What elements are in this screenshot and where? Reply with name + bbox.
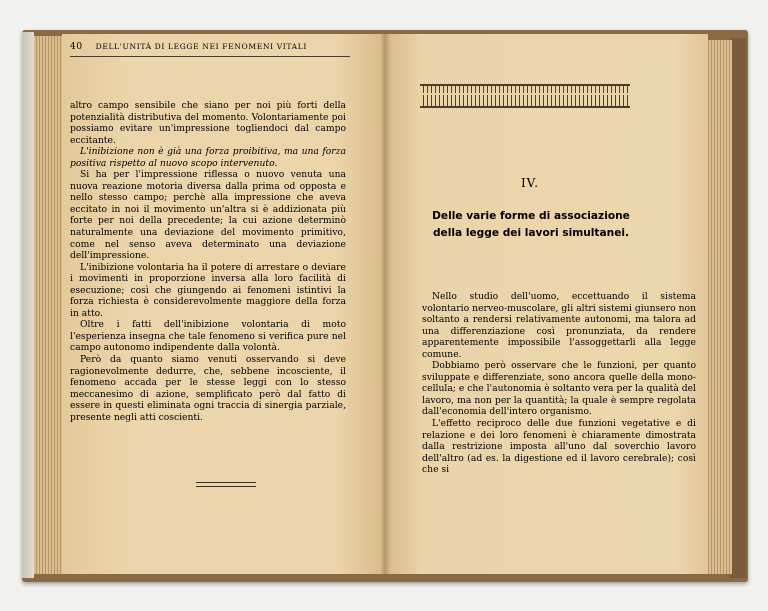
paragraph: Oltre i fatti dell'inibizione volontaria di moto l'esperienza insegna che tale fenomeno si verifica pure nel campo autonomo indipendente dalla volontà.	[70, 319, 346, 354]
end-of-chapter-ornament	[196, 482, 256, 487]
left-page-body	[70, 100, 346, 423]
paragraph: L'inibizione volontaria ha il potere di arrestare o deviare i movimenti in proporzione inversa alla loro facilità di esecuzione; così che giungendo ai fenomeni istintivi la forza richiesta è considerevolmente maggiore della forza in atto.	[70, 261, 346, 319]
italic-paragraph: L'inibizione non è già una forza proibitiva, ma una forza positiva rispetto al nuovo scopo intervenuto.	[70, 146, 346, 169]
page-edges-right	[706, 40, 732, 574]
paragraph: Dobbiamo però osservare che le funzioni, per quanto sviluppate e differenziate, sono ancora quelle della mono-cellula; e che l'autonomia è soltanto vera per la qualità del lavoro, ma non per la quantità; la quale è sempre regolata dall'economia dell'intero organismo.	[422, 360, 696, 418]
page-edges-left	[34, 36, 64, 574]
book-cover-right-edge	[730, 38, 746, 578]
paragraph: Si ha per l'impressione riflessa o nuovo venuta una nuova reazione motoria diversa dalla prima od opposta e nello stesso campo; perchè alla impressione che aveva eccitato in noi il movimento un'altra si è addizionata più forte per noi della precedente; la cui azione determinò naturalmente una deviazione del movimento primitivo, come nel senso aveva determinato una deviazione dell'impressione.	[70, 169, 346, 262]
book-gutter	[380, 34, 390, 574]
paragraph: L'effetto reciproco delle due funzioni vegetative e di relazione e dei loro fenomeni è chiaramente dimostrata dalla restrizione imposta all'uno dal soverchio lavoro dell'altro (ad es. la digestione ed il lavoro cerebrale); così che si	[422, 418, 696, 476]
running-header	[70, 42, 350, 57]
right-page-body	[422, 291, 696, 476]
paragraph: Nello studio dell'uomo, eccettuando il sistema volontario nerveo-muscolare, gli altri sistemi giunsero non soltanto a rendersi relativamente autonomi, ma talora ad una differenziazione così pronunziata, da rendere apparentemente impossibile l'assoggettarli alla legge comune.	[422, 291, 696, 360]
chapter-title	[420, 208, 642, 242]
chapter-number: IV.	[520, 176, 540, 190]
page-number: 40	[70, 42, 83, 52]
chapter-title-line-1: Delle varie forme di associazione	[432, 210, 630, 222]
paragraph: altro campo sensibile che siano per noi più forti della potenzialità distributiva del momento. Volontariamente poi possiamo evitare un'impressione togliendoci dal campo eccitante.	[70, 100, 346, 146]
decorative-header-band	[420, 84, 630, 108]
book-cover-left-edge	[22, 32, 34, 578]
paragraph: Però da quanto siamo venuti osservando si deve ragionevolmente dedurre, che, sebbene incosciente, il fenomeno accada per le stesse leggi con lo stesso meccanesimo di azione, semplificato però dal fatto di essere in questi eliminata ogni traccia di sinergia parziale, presente negli atti coscienti.	[70, 354, 346, 423]
running-head-title: DELL'UNITÀ DI LEGGE NEI FENOMENI VITALI	[95, 42, 307, 51]
chapter-title-line-2: della legge dei lavori simultanei.	[432, 227, 630, 239]
